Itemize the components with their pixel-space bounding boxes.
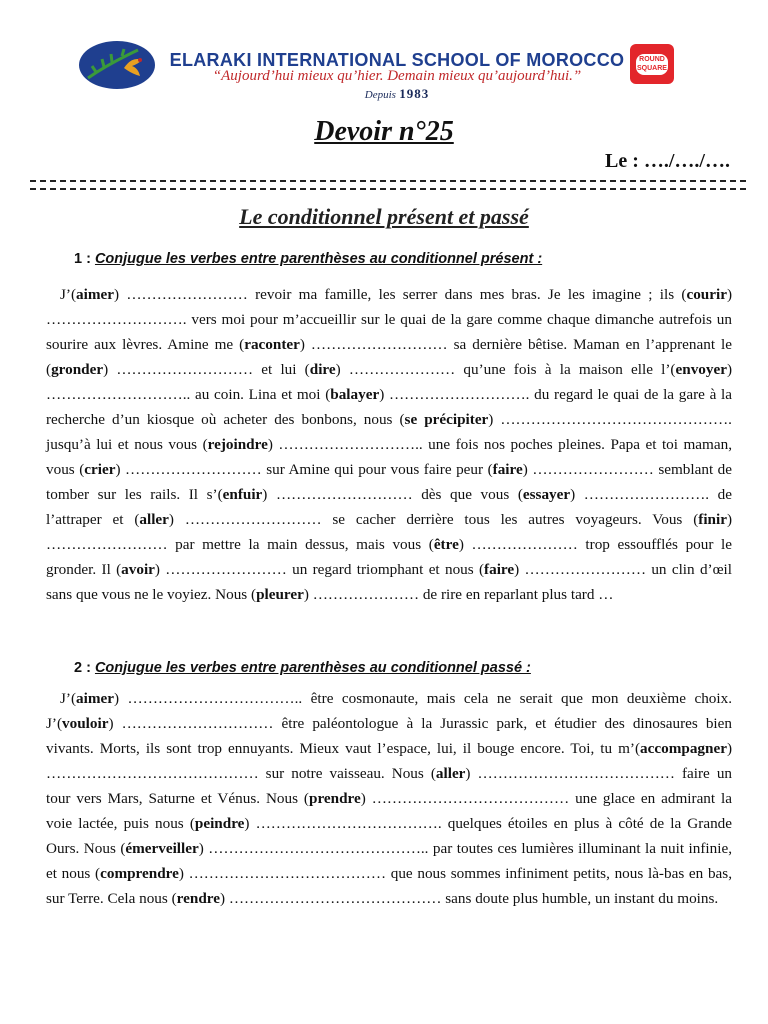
since-word: Depuis xyxy=(364,89,396,101)
section-1-verb: enfuir xyxy=(222,486,263,503)
section-1-text: ) ……………………… se cacher derrière tous les autres voyageurs. Vous ( xyxy=(168,511,699,528)
section-1-text: ) …………………… revoir ma famille, les serrer dans mes bras. Je les imagine ; ils ( xyxy=(113,286,687,303)
section-2-verb: émerveiller xyxy=(125,840,199,857)
section-2-text: ) ………………………………… faire un tour vers Mars, Saturne et Vénus. Nous ( xyxy=(46,765,733,807)
school-header xyxy=(0,0,768,110)
since-year: 1983 xyxy=(399,86,430,101)
section-1-verb: envoyer xyxy=(675,361,727,378)
school-name: ELARAKI INTERNATIONAL SCHOOL OF MOROCCO xyxy=(169,50,625,70)
section-1-verb: aller xyxy=(139,511,169,528)
section-1-verb: crier xyxy=(84,461,116,478)
section-1-text: J’( xyxy=(60,286,77,303)
section-1-verb: balayer xyxy=(330,386,380,403)
section-1-text: ) …………………… un clin d’œil sans que vous ne le voyiez. Nous ( xyxy=(46,561,732,603)
section-1-verb: être xyxy=(433,536,459,553)
section-1-text: ) ……………………… et lui ( xyxy=(103,361,310,378)
section-1-verb: raconter xyxy=(244,336,300,353)
school-motto: “Aujourd’hui mieux qu’hier. Demain mieux qu’aujourd’hui.” xyxy=(212,68,582,84)
section-1-verb: essayer xyxy=(522,486,571,503)
section-2-text: J’( xyxy=(60,690,77,707)
round-square-badge xyxy=(630,44,674,84)
section-1-verb: dire xyxy=(309,361,336,378)
section-1-verb: gronder xyxy=(51,361,104,378)
section-2-verb: accompagner xyxy=(640,740,727,757)
section-2-verb: aimer xyxy=(76,690,114,707)
section-1-text: ) ……………………….. une fois nos poches pleines. Papa et toi maman, vous ( xyxy=(46,436,732,478)
section-1-text: ) …………………… un regard triomphant et nous ( xyxy=(154,561,485,578)
section-2-verb: rendre xyxy=(176,890,220,907)
badge-line-1: ROUND xyxy=(639,56,665,63)
section-2-verb: aller xyxy=(435,765,466,782)
section-1-verb: faire xyxy=(484,561,515,578)
section-2-text: ) …………………………………….. par toutes ces lumières illuminant la nuit infinie, et nous ( xyxy=(46,840,732,882)
section-2-text: ) ………………………………… que nous sommes infiniment petits, nous là-bas en bas, sur Terre. Cela nous ( xyxy=(46,865,733,907)
section-1-text: ) ……………………….. au coin. Lina et moi ( xyxy=(46,361,733,403)
section-1-heading xyxy=(74,251,542,267)
section-1-text: ) ……………………… dès que vous ( xyxy=(262,486,523,503)
section-2-number: 2 : xyxy=(74,660,91,676)
section-1-paragraph xyxy=(46,282,732,607)
section-1-text: ) ……………………… sur Amine qui pour vous faire peur ( xyxy=(115,461,493,478)
section-1-verb: rejoindre xyxy=(207,436,268,453)
section-1-verb: se précipiter xyxy=(404,411,489,428)
bird-branch-logo-icon xyxy=(78,38,156,90)
section-1-text: ) ……………………. de l’attraper et ( xyxy=(46,486,733,528)
section-2-text: ) …………………………………… sur notre vaisseau. Nous ( xyxy=(46,740,732,782)
section-1-verb: avoir xyxy=(121,561,155,578)
section-1-verb: faire xyxy=(492,461,523,478)
section-1-text: ) …………………… semblant de tomber sur les rails. Il s’( xyxy=(46,461,733,503)
section-2-text: ) ………………………… être paléontologue à la Jurassic park, et étudier des dinosaures bien vivants. Morts, ils sont trop ennuyants. Mieux vaut l’espace, lui, il bouge encore. Toi, tu m’( xyxy=(46,715,732,757)
section-2-verb: comprendre xyxy=(100,865,179,882)
section-1-text: ) ………………… de rire en reparlant plus tard … xyxy=(303,586,614,603)
section-1-verb: pleurer xyxy=(256,586,304,603)
page-title: Devoir n°25 xyxy=(314,116,454,147)
section-2-verb: vouloir xyxy=(62,715,109,732)
badge-line-2: SQUARE xyxy=(637,65,667,72)
section-1-text: ) ………………………. vers moi pour m’accueillir sur le quai de la gare comme chaque dimanche autrefois un sourire aux lèvres. Amine me ( xyxy=(46,286,732,353)
section-1-text: ) ………………… trop essoufflés pour le gronder. Il ( xyxy=(46,536,732,578)
section-2-instruction: Conjugue les verbes entre parenthèses au conditionnel passé : xyxy=(94,660,531,676)
section-1-number: 1 : xyxy=(74,251,91,267)
since-line xyxy=(162,86,632,102)
section-1-verb: courir xyxy=(686,286,727,303)
section-1-instruction: Conjugue les verbes entre parenthèses au conditionnel présent : xyxy=(94,251,543,267)
section-2-text: ) ………………………………. quelques étoiles en plus à côté de la Grande Ours. Nous ( xyxy=(46,815,732,857)
dashed-divider xyxy=(30,180,746,190)
section-1-verb: aimer xyxy=(76,286,114,303)
section-2-verb: peindre xyxy=(194,815,245,832)
section-1-text: ) ………………………………………. jusqu’à lui et nous vous ( xyxy=(46,411,732,453)
badge-text xyxy=(636,54,668,75)
lesson-subtitle: Le conditionnel présent et passé xyxy=(239,204,529,229)
section-1-text: ) ………………………. du regard le quai de la gare à la recherche d’un kiosque où acheter des bonbons, nous ( xyxy=(46,386,732,428)
date-line: Le : …./…./…. xyxy=(605,150,730,172)
section-2-text: ) …………………………………… sans doute plus humble, un instant du moins. xyxy=(219,890,719,907)
section-1-text: ) ……………………… sa dernière bêtise. Maman en l’apprenant le ( xyxy=(46,336,732,378)
section-1-text: ) ………………… qu’une fois à la maison elle l’( xyxy=(335,361,676,378)
section-2-text: ) ………………………………… une glace en admirant la voie lactée, puis nous ( xyxy=(46,790,732,832)
section-1-verb: finir xyxy=(698,511,727,528)
section-2-text: ) …………………………….. être cosmonaute, mais cela ne serait que mon deuxième choix. J’( xyxy=(46,690,732,732)
section-1-text: ) …………………… par mettre la main dessus, mais vous ( xyxy=(46,511,733,553)
section-2-verb: prendre xyxy=(309,790,361,807)
section-2-heading xyxy=(74,660,531,676)
section-2-paragraph xyxy=(46,686,732,911)
